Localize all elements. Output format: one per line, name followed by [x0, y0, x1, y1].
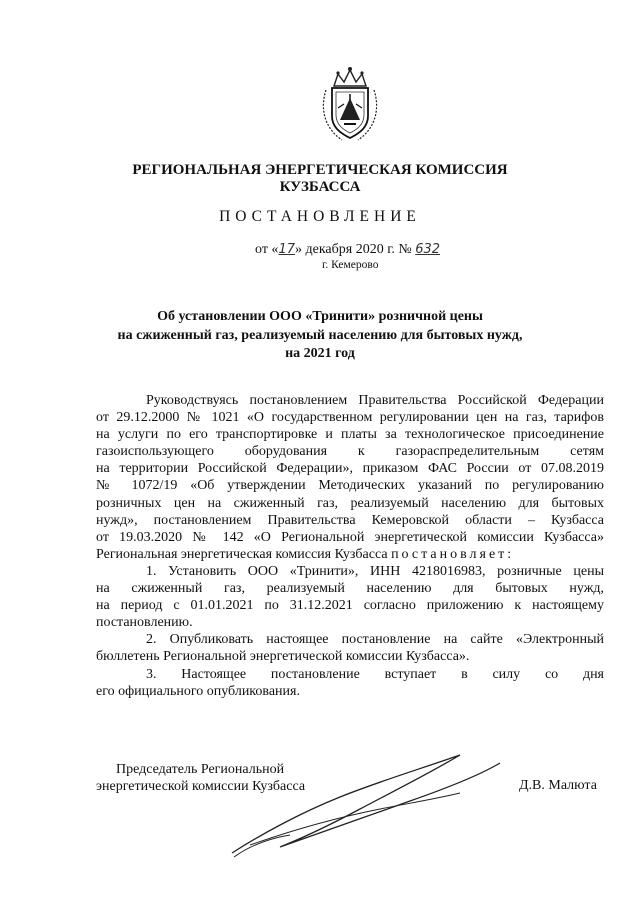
organization-name-line2: КУЗБАССА [279, 179, 361, 195]
paragraph-line: Руководствуясь постановлением Правительства Российской Федерации [146, 393, 604, 408]
kuzbass-coat-of-arms-icon [318, 64, 382, 146]
item3-line: его официального опубликования. [96, 683, 300, 699]
decree-word: постановляет: [391, 546, 515, 562]
item3-line: 3. Настоящее постановление вступает в силу со дня [146, 666, 604, 682]
signatory-name: Д.В. Малюта [519, 778, 597, 793]
item2-line: 2. Опубликовать настоящее постановление на сайте «Электронный [146, 632, 604, 648]
item2-line: бюллетень Региональной энергетической комиссии Кузбасса». [96, 649, 470, 665]
item1-line: постановлению. [96, 615, 193, 631]
document-date-line [255, 242, 440, 258]
document-subject-line1: Об установлении ООО «Тринити» розничной цены [157, 309, 483, 324]
paragraph-line: розничных цен на сжиженный газ, реализуемый населению для бытовых [96, 495, 604, 511]
document-number-handwritten: 632 [415, 242, 441, 257]
document-type-title: ПОСТАНОВЛЕНИЕ [219, 208, 421, 225]
signatory-title-line1: Председатель Региональной [116, 762, 285, 777]
paragraph-line: от 29.12.2000 № 1021 «О государственном регулировании цен на газ, тарифов [96, 410, 604, 426]
document-subject-line2: на сжиженный газ, реализуемый населению для бытовых нужд, [117, 328, 523, 343]
date-day-handwritten: 17 [278, 242, 295, 257]
item1-line: на период с 01.01.2021 по 31.12.2021 согласно приложению к настоящему [96, 598, 604, 614]
document-subject-line3: на 2021 год [285, 346, 355, 361]
item1-line: 1. Установить ООО «Тринити», ИНН 4218016983, розничные цены [146, 563, 604, 579]
document-city: г. Кемерово [322, 259, 379, 271]
document-body [96, 392, 604, 700]
item1-line: на сжиженный газ, реализуемый населению для бытовых нужд, [96, 581, 604, 597]
paragraph-line: нужд», постановлением Правительства Кемеровской области – Кузбасса [96, 512, 604, 528]
paragraph-line: № 1072/19 «Об утверждении Методических указаний по регулированию [96, 478, 604, 494]
paragraph-line: от 19.03.2020 № 142 «О Региональной энергетической комиссии Кузбасса» [96, 529, 604, 545]
date-prefix: от « [255, 242, 279, 257]
paragraph-line: газоиспользующего оборудования к газораспределительным сетям [96, 444, 604, 460]
paragraph-line: на территории Российской Федерации», приказом ФАС России от 07.08.2019 [96, 461, 604, 477]
paragraph-line: на услуги по его транспортировке и платы за технологическое присоединение [96, 427, 604, 443]
date-month-year: » декабря 2020 г. № [294, 242, 412, 257]
handwritten-signature [220, 735, 520, 865]
commission-name: Региональная энергетическая комиссия Кузбасса [96, 546, 388, 562]
paragraph-line [96, 546, 604, 563]
organization-name-line1: РЕГИОНАЛЬНАЯ ЭНЕРГЕТИЧЕСКАЯ КОМИССИЯ [132, 162, 508, 178]
signatory-title-line2: энергетической комиссии Кузбасса [96, 779, 306, 794]
